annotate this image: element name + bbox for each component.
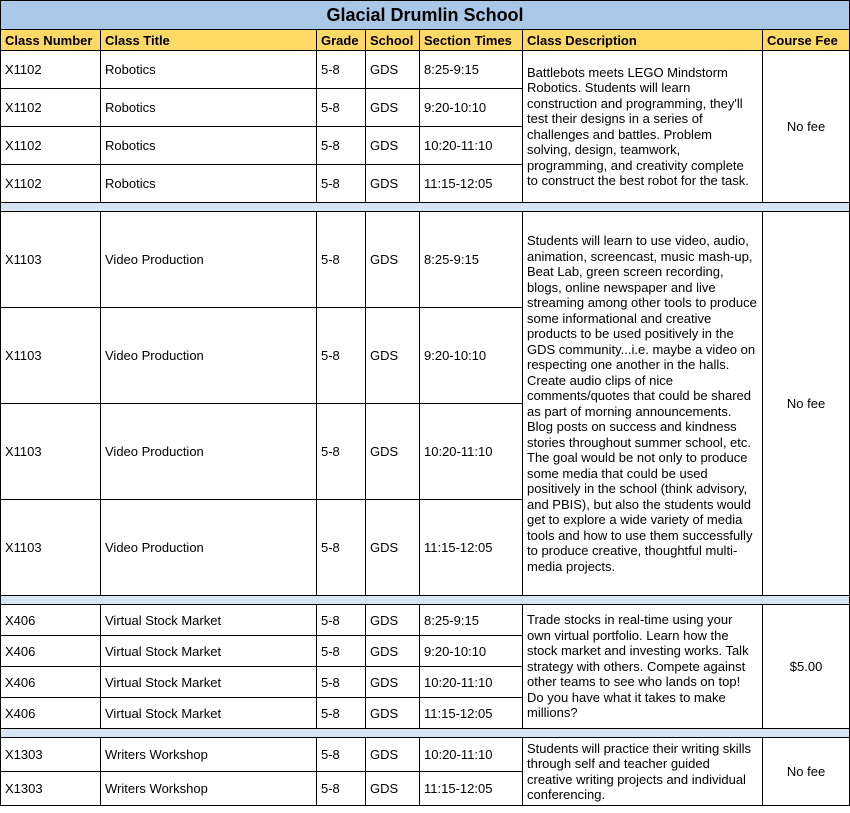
class-title-cell: Robotics (101, 127, 317, 165)
class-number-cell: X406 (1, 698, 101, 729)
school-cell: GDS (366, 605, 420, 636)
class-number-cell: X406 (1, 667, 101, 698)
separator-cell (1, 729, 850, 738)
section-time-cell: 10:20-11:10 (420, 738, 523, 772)
class-description-cell: Battlebots meets LEGO Mindstorm Robotics. Students will learn construction and programming, they'll test their designs in a series of challenges and battles. Problem solving, design, teamwork, programming, and creativity complete to construct the best robot for the task. (523, 51, 763, 203)
class-title-cell: Virtual Stock Market (101, 698, 317, 729)
school-cell: GDS (366, 308, 420, 404)
class-number-cell: X1102 (1, 89, 101, 127)
class-title-cell: Video Production (101, 404, 317, 500)
grade-cell: 5-8 (317, 308, 366, 404)
table-row (1, 605, 850, 636)
school-cell: GDS (366, 165, 420, 203)
school-cell: GDS (366, 500, 420, 596)
section-time-cell: 9:20-10:10 (420, 308, 523, 404)
section-time-cell: 11:15-12:05 (420, 165, 523, 203)
group-separator (1, 203, 850, 212)
course-fee-cell: No fee (763, 212, 850, 596)
school-cell: GDS (366, 772, 420, 806)
header-class-number: Class Number (1, 30, 101, 51)
class-description-cell: Students will practice their writing skills through self and teacher guided creative writing projects and individual conferencing. (523, 738, 763, 806)
grade-cell: 5-8 (317, 89, 366, 127)
class-title-cell: Video Production (101, 500, 317, 596)
class-number-cell: X1103 (1, 404, 101, 500)
section-time-cell: 11:15-12:05 (420, 772, 523, 806)
section-time-cell: 8:25-9:15 (420, 51, 523, 89)
header-class-description: Class Description (523, 30, 763, 51)
section-time-cell: 8:25-9:15 (420, 212, 523, 308)
class-number-cell: X1303 (1, 738, 101, 772)
section-time-cell: 9:20-10:10 (420, 636, 523, 667)
class-title-cell: Video Production (101, 212, 317, 308)
grade-cell: 5-8 (317, 772, 366, 806)
school-cell: GDS (366, 127, 420, 165)
class-title-cell: Writers Workshop (101, 772, 317, 806)
section-time-cell: 10:20-11:10 (420, 404, 523, 500)
class-title-cell: Robotics (101, 165, 317, 203)
group-separator (1, 729, 850, 738)
school-cell: GDS (366, 667, 420, 698)
class-title-cell: Robotics (101, 51, 317, 89)
class-number-cell: X406 (1, 605, 101, 636)
table-row (1, 738, 850, 772)
table-body (1, 51, 850, 806)
grade-cell: 5-8 (317, 698, 366, 729)
class-number-cell: X1303 (1, 772, 101, 806)
section-time-cell: 11:15-12:05 (420, 500, 523, 596)
grade-cell: 5-8 (317, 404, 366, 500)
school-cell: GDS (366, 51, 420, 89)
grade-cell: 5-8 (317, 738, 366, 772)
school-cell: GDS (366, 636, 420, 667)
grade-cell: 5-8 (317, 212, 366, 308)
class-number-cell: X1103 (1, 500, 101, 596)
header-class-title: Class Title (101, 30, 317, 51)
header-section-times: Section Times (420, 30, 523, 51)
section-time-cell: 11:15-12:05 (420, 698, 523, 729)
grade-cell: 5-8 (317, 667, 366, 698)
group-separator (1, 596, 850, 605)
class-description-cell: Trade stocks in real-time using your own virtual portfolio. Learn how the stock market and investing works. Talk strategy with others. Compete against other teams to see who lands on top! Do you have what it takes to make millions? (523, 605, 763, 729)
class-description-cell: Students will learn to use video, audio, animation, screencast, music mash-up, Beat Lab, green screen recording, blogs, online newspaper and live streaming among other tools to produce some informational and creative products to be used positively in the GDS community...i.e. maybe a video on respecting one another in the halls. Create audio clips of nice comments/quotes that could be shared as part of morning announcements. Blog posts on success and kindness stories throughout summer school, etc. The goal would be not only to produce some media that could be used positively in the school (think advisory, and PBIS), but also the students would get to explore a wide variety of media tools and how to use them successfully to produce creative, thoughtful multi-media projects. (523, 212, 763, 596)
class-number-cell: X406 (1, 636, 101, 667)
header-row (1, 30, 850, 51)
separator-cell (1, 596, 850, 605)
section-time-cell: 10:20-11:10 (420, 667, 523, 698)
grade-cell: 5-8 (317, 165, 366, 203)
page-title: Glacial Drumlin School (1, 1, 850, 30)
school-cell: GDS (366, 212, 420, 308)
class-title-cell: Virtual Stock Market (101, 636, 317, 667)
class-number-cell: X1103 (1, 308, 101, 404)
class-title-cell: Robotics (101, 89, 317, 127)
header-course-fee: Course Fee (763, 30, 850, 51)
class-number-cell: X1102 (1, 51, 101, 89)
grade-cell: 5-8 (317, 636, 366, 667)
grade-cell: 5-8 (317, 605, 366, 636)
class-number-cell: X1102 (1, 127, 101, 165)
header-school: School (366, 30, 420, 51)
section-time-cell: 10:20-11:10 (420, 127, 523, 165)
section-time-cell: 9:20-10:10 (420, 89, 523, 127)
class-number-cell: X1102 (1, 165, 101, 203)
class-title-cell: Video Production (101, 308, 317, 404)
course-fee-cell: $5.00 (763, 605, 850, 729)
school-cell: GDS (366, 738, 420, 772)
class-title-cell: Virtual Stock Market (101, 667, 317, 698)
grade-cell: 5-8 (317, 127, 366, 165)
school-cell: GDS (366, 404, 420, 500)
course-fee-cell: No fee (763, 51, 850, 203)
section-time-cell: 8:25-9:15 (420, 605, 523, 636)
course-fee-cell: No fee (763, 738, 850, 806)
table-row (1, 51, 850, 89)
class-number-cell: X1103 (1, 212, 101, 308)
class-title-cell: Virtual Stock Market (101, 605, 317, 636)
table-row (1, 212, 850, 308)
school-cell: GDS (366, 698, 420, 729)
grade-cell: 5-8 (317, 51, 366, 89)
class-title-cell: Writers Workshop (101, 738, 317, 772)
grade-cell: 5-8 (317, 500, 366, 596)
school-cell: GDS (366, 89, 420, 127)
title-row (1, 1, 850, 30)
separator-cell (1, 203, 850, 212)
header-grade: Grade (317, 30, 366, 51)
